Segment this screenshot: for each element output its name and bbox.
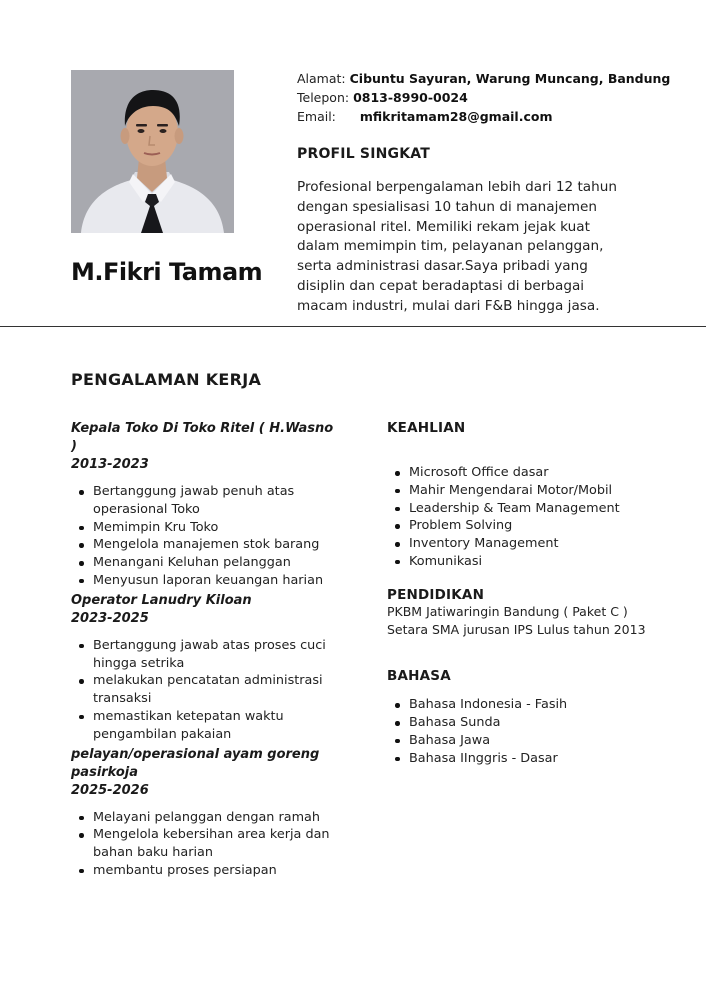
portrait-illustration — [71, 70, 234, 233]
summary-line: serta administrasi dasar.Saya pribadi yang — [297, 258, 588, 275]
phone-label: Telepon: — [297, 90, 350, 105]
right-column — [387, 420, 677, 768]
skill-item: Leadership & Team Management — [387, 500, 677, 518]
summary-heading: PROFIL SINGKAT — [297, 146, 430, 162]
skill-item: Microsoft Office dasar — [387, 464, 677, 482]
header-divider — [0, 326, 706, 327]
profile-photo — [71, 70, 234, 233]
duty-item: Bertanggung jawab penuh atas operasional Toko — [71, 483, 341, 519]
job-duties — [71, 809, 341, 880]
job-years: 2025-2026 — [71, 782, 149, 798]
education-section — [387, 587, 677, 639]
summary-line: dalam memimpin tim, pelayanan pelanggan, — [297, 238, 604, 255]
skills-list — [387, 464, 677, 571]
education-line: Setara SMA jurusan IPS Lulus tahun 2013 — [387, 621, 646, 637]
contact-info — [297, 69, 670, 126]
email-row — [297, 107, 670, 126]
job-entry — [71, 420, 341, 590]
summary-line: macam industri, mulai dari F&B hingga jasa. — [297, 297, 600, 314]
experience-list — [71, 420, 341, 882]
duty-item: Melayani pelanggan dengan ramah — [71, 809, 341, 827]
languages-section — [387, 668, 677, 767]
duty-item: Memimpin Kru Toko — [71, 519, 341, 537]
job-entry — [71, 746, 341, 880]
summary-line: Profesional berpengalaman lebih dari 12 tahun — [297, 179, 617, 195]
job-entry — [71, 592, 341, 744]
address-value: Cibuntu Sayuran, Warung Muncang, Bandung — [349, 71, 671, 86]
address-row — [297, 69, 670, 88]
summary-text — [297, 178, 642, 317]
job-title: Kepala Toko Di Toko Ritel ( H.Wasno ) — [71, 421, 334, 454]
summary-line: disiplin dan cepat beradaptasi di berbagai — [297, 277, 585, 294]
duty-item: melakukan pencatatan administrasi transaksi — [71, 672, 341, 708]
duty-item: Bertanggung jawab atas proses cuci hingga setrika — [71, 637, 341, 673]
experience-heading: PENGALAMAN KERJA — [71, 370, 262, 389]
education-heading: PENDIDIKAN — [387, 586, 485, 603]
languages-heading: BAHASA — [387, 668, 451, 685]
language-item: Bahasa Sunda — [387, 714, 677, 732]
duty-item: Mengelola kebersihan area kerja dan bahan baku harian — [71, 826, 341, 862]
email-value: mfikritamam28@gmail.com — [359, 109, 553, 124]
job-years: 2013-2023 — [71, 457, 149, 472]
skill-item: Komunikasi — [387, 553, 677, 571]
job-title: pelayan/operasional ayam goreng pasirkoja — [71, 746, 320, 780]
summary-line: dengan spesialisasi 10 tahun di manajemen — [297, 198, 597, 215]
education-line: PKBM Jatiwaringin Bandung ( Paket C ) — [387, 603, 628, 619]
job-title: Operator Lanudry Kiloan — [71, 592, 252, 608]
skill-item: Problem Solving — [387, 517, 677, 535]
language-item: Bahasa Indonesia - Fasih — [387, 696, 677, 714]
skill-item: Mahir Mengendarai Motor/Mobil — [387, 482, 677, 500]
phone-row — [297, 88, 670, 107]
duty-item: Mengelola manajemen stok barang — [71, 536, 341, 554]
address-label: Alamat: — [297, 71, 346, 86]
email-label: Email: — [297, 109, 336, 124]
duty-item: Menyusun laporan keuangan harian — [71, 572, 341, 590]
languages-list — [387, 696, 677, 767]
job-duties — [71, 637, 341, 744]
summary-line: operasional ritel. Memiliki rekam jejak kuat — [297, 218, 590, 235]
duty-item: memastikan ketepatan waktu pengambilan pakaian — [71, 708, 341, 744]
skills-heading: KEAHLIAN — [387, 420, 466, 436]
duty-item: Menangani Keluhan pelanggan — [71, 554, 341, 572]
job-years: 2023-2025 — [71, 610, 149, 626]
duty-item: membantu proses persiapan — [71, 862, 341, 880]
job-duties — [71, 483, 341, 590]
phone-value: 0813-8990-0024 — [353, 90, 468, 105]
language-item: Bahasa Jawa — [387, 732, 677, 750]
candidate-name: M.Fikri Tamam — [71, 258, 263, 286]
skill-item: Inventory Management — [387, 535, 677, 553]
language-item: Bahasa IInggris - Dasar — [387, 750, 677, 768]
